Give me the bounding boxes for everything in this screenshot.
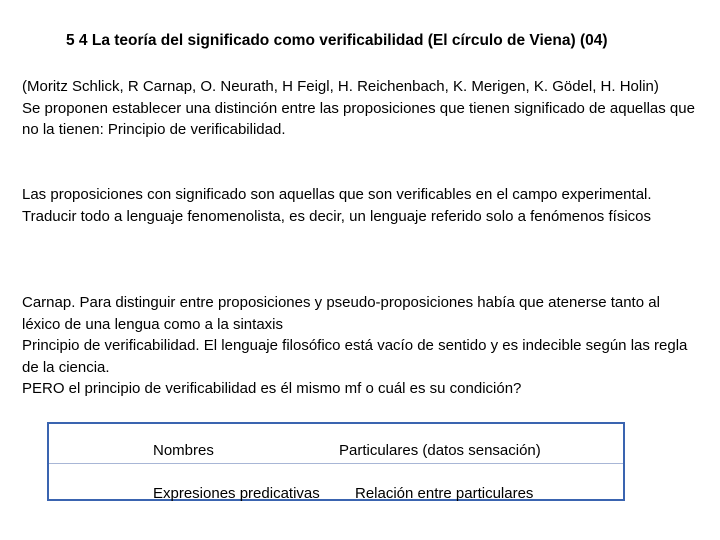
paragraph-group-authors: [22, 76, 702, 141]
table-cell-particulars: Particulares (datos sensación): [339, 442, 541, 459]
meaningful-propositions: Las proposiciones con significado son aquellas que son verificables en el campo experimental.: [22, 186, 652, 203]
phenomenalist-language: Traducir todo a lenguaje fenomenolista, es decir, un lenguaje referido solo a fenómenos físicos: [22, 207, 651, 225]
paragraph-group-meaning: [22, 184, 702, 227]
paragraph-group-carnap: [22, 292, 702, 400]
table-cell-relations: Relación entre particulares: [355, 485, 534, 502]
terms-table: [47, 422, 625, 501]
table-cell-names: Nombres: [153, 442, 214, 459]
verificability-question: PERO el principio de verificabilidad es él mismo mf o cuál es su condición?: [22, 380, 522, 397]
verificability-principle: Principio de verificabilidad. El lenguaje filosófico está vacío de sentido y es indecible según las regla de la ciencia.: [22, 337, 688, 376]
verificability-intro: Se proponen establecer una distinción entre las proposiciones que tienen significado de aquellas que no la tienen: Principio de verificabilidad.: [22, 99, 695, 138]
carnap-statement: Carnap. Para distinguir entre proposiciones y pseudo-proposiciones había que atenerse tanto al léxico de una lengua como a la sintaxis: [22, 294, 660, 333]
table-row-divider: [49, 463, 623, 464]
table-cell-predicative-expressions: Expresiones predicativas: [153, 485, 320, 502]
slide-title: 5 4 La teoría del significado como verificabilidad (El círculo de Viena) (04): [66, 32, 608, 49]
authors-list: (Moritz Schlick, R Carnap, O. Neurath, H Feigl, H. Reichenbach, K. Merigen, K. Gödel, H. Holin): [22, 78, 659, 95]
